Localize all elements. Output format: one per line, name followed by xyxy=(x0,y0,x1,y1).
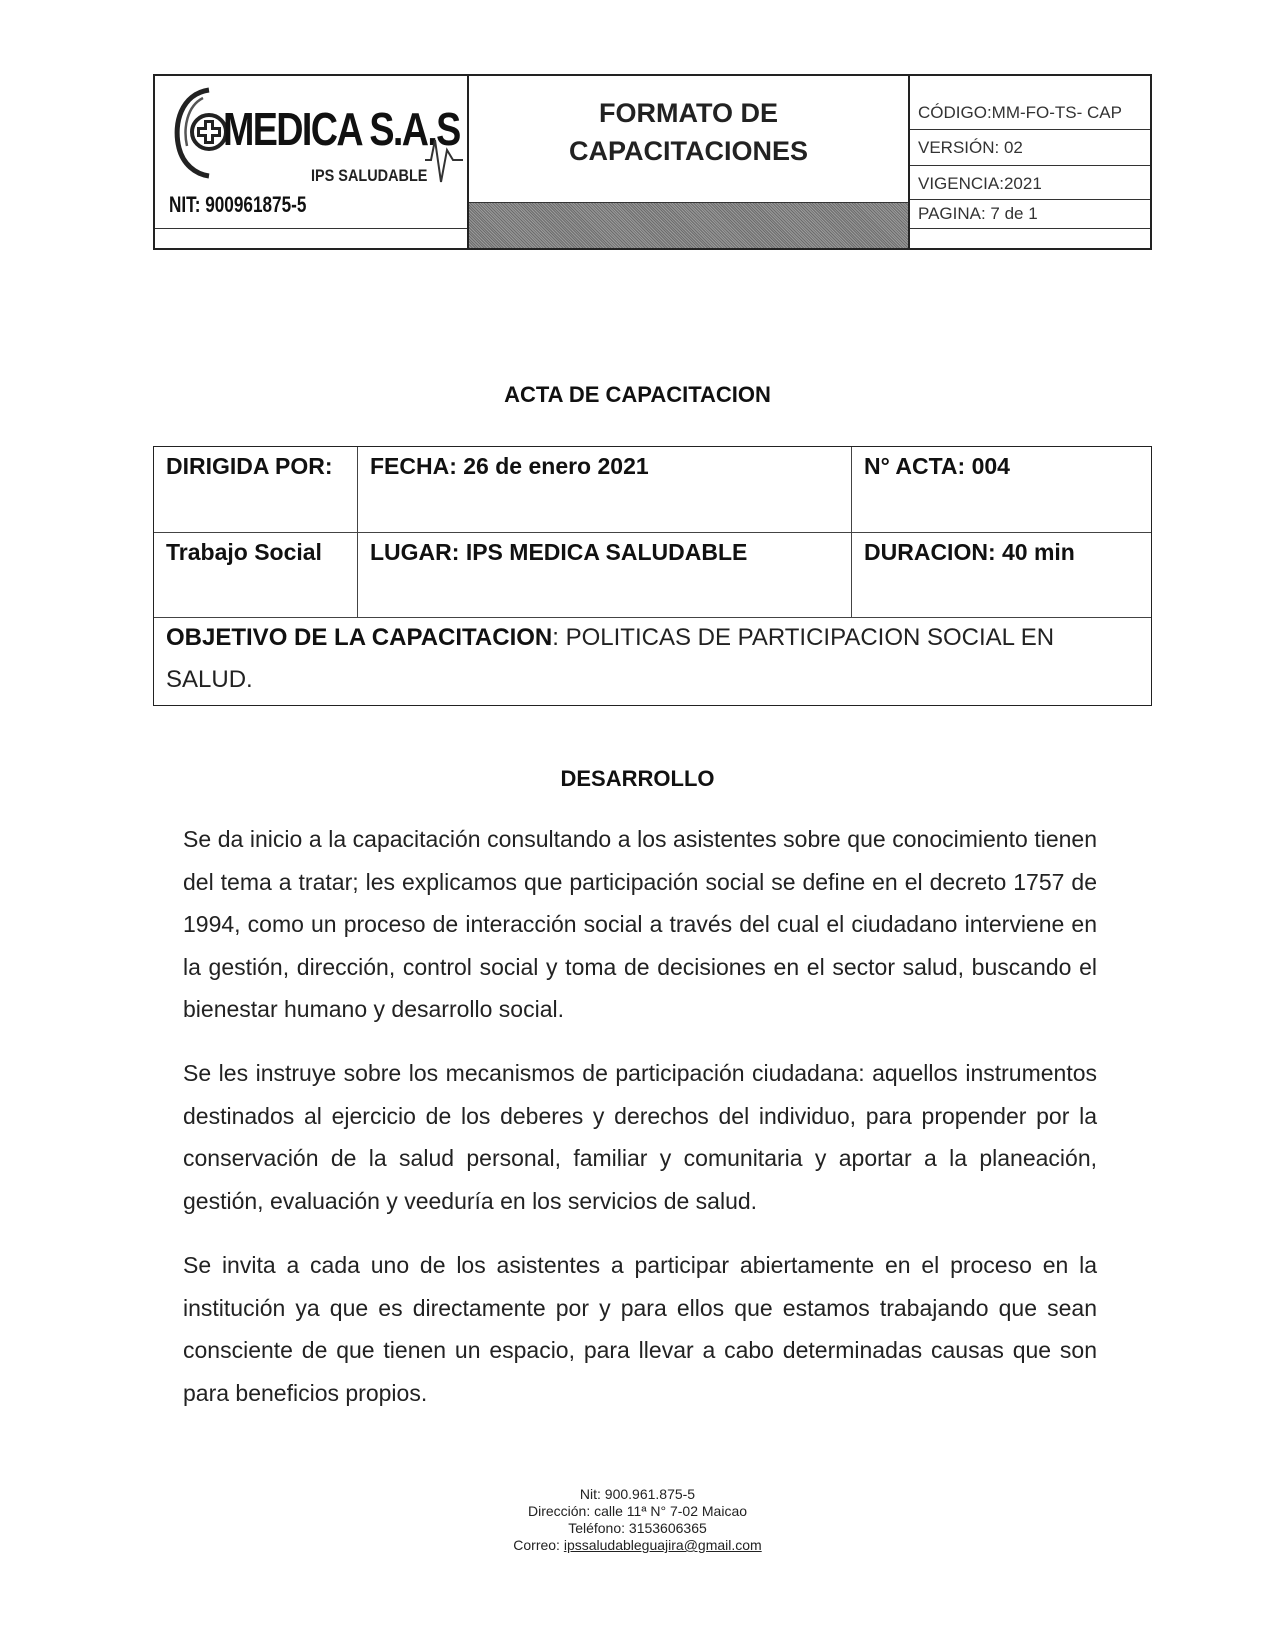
logo-subtitle: IPS SALUDABLE xyxy=(311,166,428,185)
document-header xyxy=(153,74,1152,250)
header-logo-cell xyxy=(155,76,469,248)
heartbeat-icon xyxy=(425,120,465,200)
acta-table xyxy=(153,446,1152,706)
paragraph-2: Se les instruye sobre los mecanismos de participación ciudadana: aquellos instrumentos destinados al ejercicio de los deberes y derechos del individuo, para propender por la conservación de la salud personal, familiar y comunitaria y aportar a la planeación, gestión, evaluación y veeduría en los servicios de salud. xyxy=(183,1060,1097,1214)
footer-nit: Nit: 900.961.875-5 xyxy=(579,1486,696,1502)
fecha: FECHA: 26 de enero 2021 xyxy=(370,453,649,479)
footer-correo xyxy=(0,1537,1275,1554)
header-meta-cell xyxy=(910,76,1150,248)
title-line-1: FORMATO DE xyxy=(599,98,778,128)
page-footer xyxy=(0,1486,1275,1554)
numero-acta: N° ACTA: 004 xyxy=(864,453,1010,479)
logo-nit: NIT: 900961875-5 xyxy=(169,192,307,217)
footer-email-link[interactable]: ipssaludableguajira@gmail.com xyxy=(563,1537,762,1553)
meta-pagina: PAGINA: 7 de 1 xyxy=(910,200,1150,229)
paragraph-3: Se invita a cada uno de los asistentes a participar abiertamente en el proceso en la institución ya que es directamente por y para ellos que estamos trabajando que sean consciente de que tienen un espacio, para llevar a cabo determinadas causas que son para beneficios propios. xyxy=(183,1252,1097,1406)
paragraph-1: Se da inicio a la capacitación consultando a los asistentes sobre que conocimiento tienen del tema a tratar; les explicamos que participación social se define en el decreto 1757 de 1994, como un proceso de interacción social a través del cual el ciudadano interviene en la gestión, dirección, control social y toma de decisiones en el sector salud, buscando el bienestar humano y desarrollo social. xyxy=(183,826,1097,1022)
meta-version: VERSIÓN: 02 xyxy=(910,130,1150,166)
objetivo-label: OBJETIVO DE LA CAPACITACION xyxy=(166,624,553,651)
footer-correo-label: Correo: xyxy=(513,1537,564,1553)
header-divider xyxy=(155,228,467,229)
footer-telefono: Teléfono: 3153606365 xyxy=(568,1520,707,1536)
document-title xyxy=(469,94,908,170)
logo-brand-name: MEDICA S.A.S xyxy=(223,103,460,155)
acta-row-divider-1 xyxy=(154,532,1151,533)
company-logo xyxy=(169,82,464,222)
meta-codigo: CÓDIGO:MM-FO-TS- CAP xyxy=(910,76,1150,130)
header-title-cell xyxy=(469,76,910,248)
objetivo-value: : POLITICAS DE PARTICIPACION SOCIAL EN SALUD. xyxy=(166,624,1055,693)
objetivo xyxy=(166,617,1139,701)
lugar: LUGAR: IPS MEDICA SALUDABLE xyxy=(370,539,748,565)
medical-cross-icon xyxy=(169,84,227,180)
shaded-band xyxy=(469,202,908,248)
footer-direccion: Dirección: calle 11ª N° 7-02 Maicao xyxy=(527,1503,748,1519)
meta-vigencia: VIGENCIA:2021 xyxy=(910,166,1150,200)
duracion: DURACION: 40 min xyxy=(864,539,1075,565)
desarrollo-heading: DESARROLLO xyxy=(560,766,715,791)
dirigida-label: DIRIGIDA POR: xyxy=(166,453,333,479)
dirigida-value: Trabajo Social xyxy=(166,539,322,565)
title-line-2: CAPACITACIONES xyxy=(568,136,808,166)
acta-heading: ACTA DE CAPACITACION xyxy=(504,382,771,407)
